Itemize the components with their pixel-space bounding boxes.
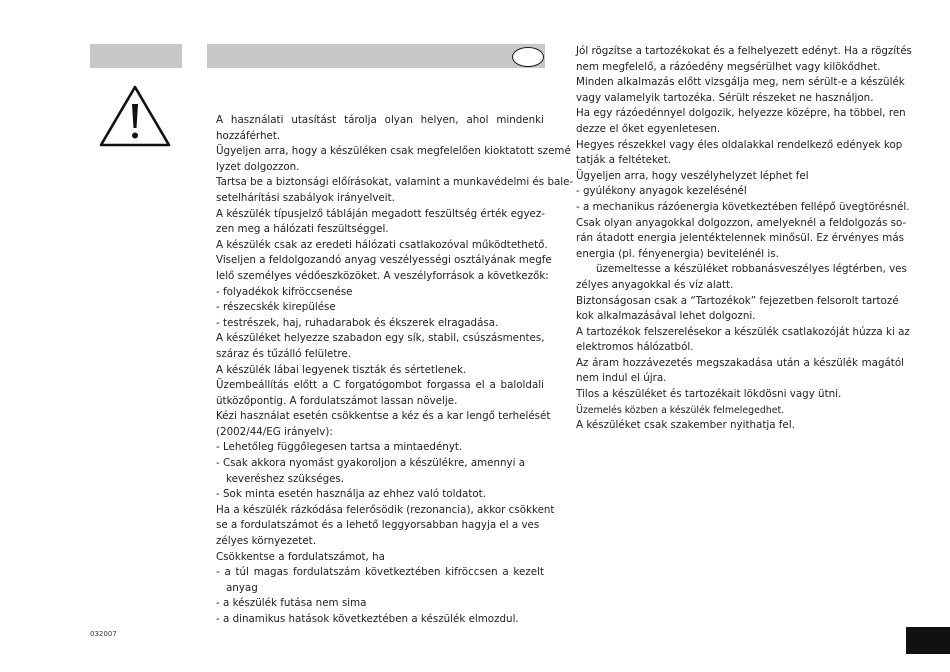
text-line: A készüléket csak szakember nyithatja fel. — [576, 419, 795, 432]
text-line: A készülék típusjelző tábláján megadott feszültség érték egyez- — [216, 207, 546, 220]
text-line: hozzáférhet. — [216, 129, 281, 142]
section-tab-left — [90, 44, 182, 68]
text-line: Ha a készülék rázkódása felerősödik (rezonancia), akkor csökkent — [216, 503, 555, 516]
text-line: tatják a feltéteket. — [576, 154, 672, 167]
text-line: Ügyeljen arra, hogy a készüléken csak megfelelően kioktatott szemé — [216, 145, 571, 158]
text-line: Ha egy rázóedénnyel dolgozik, helyezze középre, ha többel, ren — [576, 107, 906, 120]
text-line: Ügyeljen arra, hogy veszélyhelyzet léphet fel — [576, 169, 809, 182]
text-line: A használati utasítást tárolja olyan helyen, ahol mindenki — [216, 114, 544, 126]
text-line: A készülék lábai legyenek tiszták és sértetlenek. — [216, 363, 467, 376]
text-line: nem megfelelő, a rázóedény megsérülhet vagy kilökődhet. — [576, 60, 881, 73]
list-item: - részecskék kirepülése — [216, 301, 336, 314]
text-line: lelő személyes védőeszközöket. A veszélyforrások a következők: — [216, 269, 549, 282]
text-line: Biztonságosan csak a “Tartozékok” fejezetben felsorolt tartozé — [576, 294, 899, 307]
text-line: elektromos hálózatból. — [576, 341, 694, 354]
list-item: - Csak akkora nyomást gyakoroljon a készülékre, amennyi a — [216, 457, 526, 470]
text-line: Tilos a készüléket és tartozékait lökdösni vagy ütni. — [576, 388, 842, 401]
page-edge-tab — [906, 627, 950, 654]
language-marker-oval — [512, 47, 544, 67]
text-line: zen meg a hálózati feszültséggel. — [216, 223, 389, 236]
text-line: kok alkalmazásával lehet dolgozni. — [576, 310, 756, 323]
text-line: energia (pl. fényenergia) bevitelénél is. — [576, 247, 779, 260]
text-line: A tartozékok felszerelésekor a készülék csatlakozóját húzza ki az — [576, 325, 910, 338]
text-line: Minden alkalmazás előtt vizsgálja meg, nem sérült-e a készülék — [576, 76, 905, 89]
list-item: - a mechanikus rázóenergia következtében fellépő üvegtörésnél. — [576, 200, 910, 213]
text-line: Viseljen a feldolgozandó anyag veszélyességi osztályának megfe — [216, 254, 552, 267]
text-line: lyzet dolgozzon. — [216, 160, 300, 173]
text-line: üzemeltesse a készüléket robbanásveszélyes légtérben, ves — [596, 263, 907, 276]
safety-instructions-left-column — [216, 113, 574, 628]
text-line: Üzembeállítás előtt a C forgatógombot forgassa el a baloldali — [216, 379, 544, 392]
list-item: - a készülék futása nem sima — [216, 597, 367, 610]
list-item: - Lehetőleg függőlegesen tartsa a mintaedényt. — [216, 441, 463, 454]
text-line: setelhárítási szabályok irányelveit. — [216, 191, 395, 204]
text-line: rán átadott energia jelentéktelennek minősül. Ez érvényes más — [576, 232, 904, 245]
text-line: Az áram hozzávezetés megszakadása után a készülék magától — [576, 356, 904, 369]
text-line: A készüléket helyezze szabadon egy sík, stabil, csúszásmentes, — [216, 332, 545, 345]
text-line: Üzemelés közben a készülék felmelegedhet. — [576, 404, 785, 416]
text-line: nem indul el újra. — [576, 372, 667, 385]
text-line: dezze el őket egyenletesen. — [576, 122, 721, 135]
text-line: Kézi használat esetén csökkentse a kéz és a kar lengő terhelését — [216, 410, 551, 423]
text-line: vagy valamelyik tartozéka. Sérült részeket ne használjon. — [576, 91, 874, 104]
text-line: zélyes anyagokkal és víz alatt. — [576, 278, 734, 291]
text-line: zélyes környezetet. — [216, 535, 316, 548]
text-line: Csökkentse a fordulatszámot, ha — [216, 550, 385, 563]
text-line: Csak olyan anyagokkal dolgozzon, amelyeknél a feldolgozás so- — [576, 216, 907, 229]
list-item: keveréshez szükséges. — [226, 472, 345, 485]
list-item: - Sok minta esetén használja az ehhez való toldatot. — [216, 488, 486, 501]
text-line: száraz és tűzálló felületre. — [216, 347, 352, 360]
text-line: Hegyes részekkel vagy éles oldalakkal rendelkező edények kop — [576, 138, 903, 151]
safety-instructions-right-column — [576, 44, 912, 434]
text-line: ütközőpontig. A fordulatszámot lassan növelje. — [216, 394, 458, 407]
text-line: (2002/44/EG irányelv): — [216, 425, 333, 438]
list-item: - a túl magas fordulatszám következtében kifröccsen a kezelt — [216, 566, 544, 579]
list-item: anyag — [226, 581, 258, 594]
text-line: Jól rögzítse a tartozékokat és a felhelyezett edényt. Ha a rögzítés — [576, 45, 912, 57]
list-item: - a dinamikus hatások következtében a készülék elmozdul. — [216, 613, 519, 625]
warning-triangle-icon — [98, 84, 172, 148]
text-line: A készülék csak az eredeti hálózati csatlakozóval működtethető. — [216, 238, 548, 251]
text-line: Tartsa be a biztonsági előírásokat, valamint a munkavédelmi és bale- — [216, 176, 574, 189]
document-code: 032007 — [90, 630, 117, 638]
list-item: - folyadékok kifröccsenése — [216, 285, 353, 298]
text-line: se a fordulatszámot és a lehető leggyorsabban hagyja el a ves — [216, 519, 540, 532]
list-item: - testrészek, haj, ruhadarabok és ékszerek elragadása. — [216, 316, 499, 329]
section-header-bar — [207, 44, 545, 68]
list-item: - gyúlékony anyagok kezelésénél — [576, 185, 747, 198]
